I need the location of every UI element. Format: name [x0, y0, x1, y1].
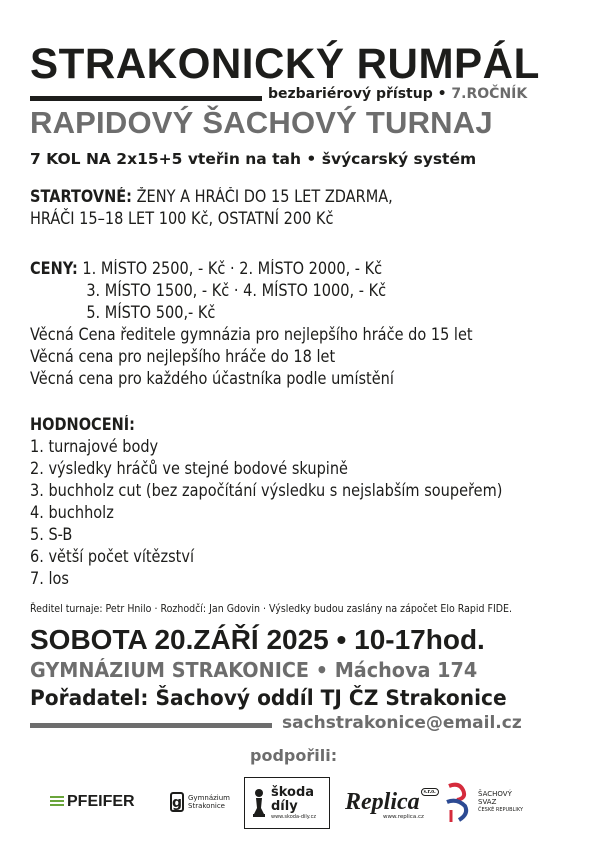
scoring-item: 6. větší počet vítězství — [30, 547, 194, 566]
replica-url: www.replica.cz — [383, 814, 424, 820]
scoring-item: 2. výsledky hráčů ve stejné bodové skupině — [30, 459, 348, 478]
bullet-separator: • — [432, 86, 452, 102]
replica-name: Replica — [345, 788, 420, 815]
federation-line3: ČESKÉ REPUBLIKY — [478, 807, 524, 813]
prize-extra: Věcná Cena ředitele gymnázia pro nejlepšího hráče do 15 let — [30, 325, 473, 344]
email-rule — [30, 723, 272, 728]
federation-line1: ŠACHOVÝ — [478, 790, 512, 798]
prize-line: 3. MÍSTO 1500, - Kč · 4. MÍSTO 1000, - Kč — [86, 281, 387, 300]
prize-extra: Věcná cena pro každého účastníka podle umístění — [30, 369, 394, 388]
pfeifer-bars-icon — [50, 796, 64, 808]
federation-line2: SVAZ — [478, 798, 497, 806]
entry-fee-line: ŽENY A HRÁČI DO 15 LET ZDARMA, — [131, 187, 393, 206]
scoring-item: 4. buchholz — [30, 503, 114, 522]
prizes-label: CENY: — [30, 259, 78, 278]
title-rule — [30, 96, 262, 101]
prizes-section — [30, 258, 473, 390]
prize-line: 1. MÍSTO 2500, - Kč · 2. MÍSTO 2000, - Kč — [77, 259, 383, 278]
scoring-label: HODNOCENÍ: — [30, 415, 135, 434]
skoda-dily-logo — [244, 777, 330, 829]
scoring-item: 1. turnajové body — [30, 437, 159, 456]
subheader — [268, 86, 527, 102]
sponsor-logos — [40, 774, 570, 834]
replica-mark: s.r.o. — [421, 788, 439, 796]
chess-federation-icon — [443, 780, 473, 824]
sponsors-label: podpořili: — [250, 746, 338, 765]
entry-fee-line: HRÁČI 15–18 LET 100 Kč, OSTATNÍ 200 Kč — [30, 209, 334, 228]
entry-fee-section — [30, 186, 393, 230]
entry-fee-label: STARTOVNÉ: — [30, 187, 132, 206]
prize-line: 5. MÍSTO 500,- Kč — [86, 303, 216, 322]
chess-pawn-icon — [251, 788, 267, 818]
scoring-item: 3. buchholz cut (bez započítání výsledku s nejslabším soupeřem) — [30, 481, 503, 500]
prize-extra: Věcná cena pro nejlepšího hráče do 18 let — [30, 347, 336, 366]
gymnazium-name: Gymnázium — [188, 794, 230, 802]
skoda-url: www.skoda-dily.cz — [271, 814, 316, 820]
tournament-subtitle: RAPIDOVÝ ŠACHOVÝ TURNAJ — [30, 105, 493, 140]
chess-federation-logo — [443, 774, 523, 830]
tournament-title: STRAKONICKÝ RUMPÁL — [30, 40, 540, 88]
gymnazium-logo — [170, 774, 230, 830]
pfeifer-logo — [50, 774, 135, 830]
officials-note: Ředitel turnaje: Petr Hnilo · Rozhodčí: Jan Gdovin · Výsledky budou zaslány na zápočet Elo Rapid FIDE. — [30, 603, 513, 615]
skoda-line2: díly — [271, 799, 298, 814]
tournament-format: 7 KOL NA 2x15+5 vteřin na tah • švýcarský systém — [30, 150, 477, 168]
access-note: bezbariérový přístup — [268, 86, 433, 102]
event-date: SOBOTA 20.ZÁŘÍ 2025 • 10-17hod. — [30, 624, 485, 655]
scoring-item: 5. S-B — [30, 525, 73, 544]
event-venue: GYMNÁZIUM STRAKONICE • Máchova 174 — [30, 658, 478, 682]
pfeifer-name: PFEIFER — [67, 793, 135, 810]
scoring-item: 7. los — [30, 569, 69, 588]
replica-logo — [345, 774, 439, 830]
skoda-line1: škoda — [271, 785, 315, 800]
gymnazium-g-icon: g — [170, 792, 184, 812]
edition-label: 7.ROČNÍK — [451, 86, 528, 102]
gymnazium-city: Strakonice — [188, 802, 225, 810]
contact-email[interactable]: sachstrakonice@email.cz — [282, 713, 522, 733]
event-organizer: Pořadatel: Šachový oddíl TJ ČZ Strakonice — [30, 686, 507, 710]
scoring-section — [30, 414, 502, 590]
